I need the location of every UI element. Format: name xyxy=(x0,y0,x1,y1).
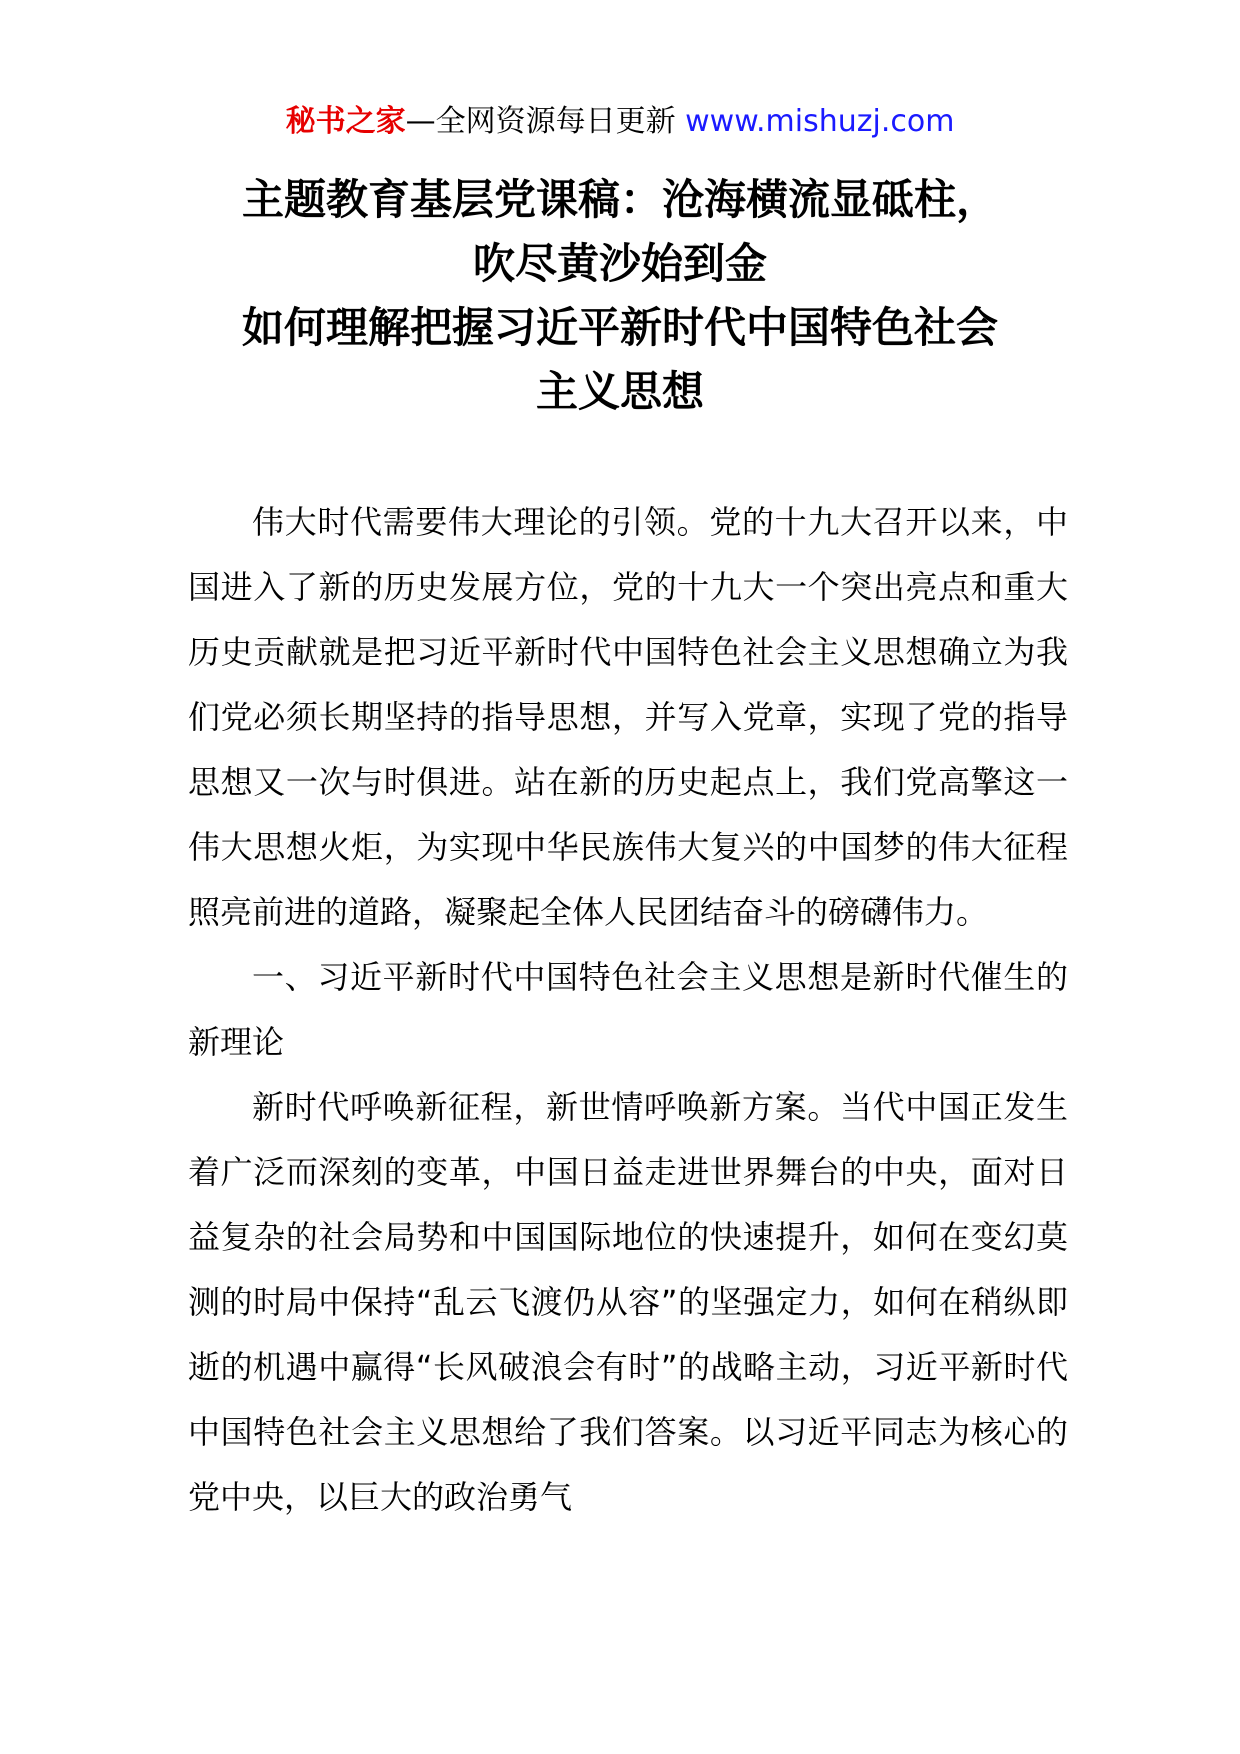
header-tagline: —全网资源每日更新 xyxy=(405,104,676,139)
paragraph-intro: 伟大时代需要伟大理论的引领。党的十九大召开以来，中国进入了新的历史发展方位，党的十九大一个突出亮点和重大历史贡献就是把习近平新时代中国特色社会主义思想确立为我们党必须长期坚持的指导思想，并写入党章，实现了党的指导思想又一次与时俱进。站在新的历史起点上，我们党高擎这一伟大思想火炬，为实现中华民族伟大复兴的中国梦的伟大征程照亮前进的道路，凝聚起全体人民团结奋斗的磅礴伟力。 xyxy=(188,503,1068,931)
site-header xyxy=(0,102,1240,142)
paragraph-section-1: 新时代呼唤新征程，新世情呼唤新方案。当代中国正发生着广泛而深刻的变革，中国日益走进世界舞台的中央，面对日益复杂的社会局势和中国国际地位的快速提升，如何在变幻莫测的时局中保持“乱云飞渡仍从容”的坚强定力，如何在稍纵即逝的机遇中赢得“长风破浪会有时”的战略主动，习近平新时代中国特色社会主义思想给了我们答案。以习近平同志为核心的党中央，以巨大的政治勇气 xyxy=(188,1088,1068,1516)
title-line-4: 主义思想 xyxy=(535,367,704,416)
document-title xyxy=(0,168,1240,424)
title-line-3: 如何理解把握习近平新时代中国特色社会 xyxy=(241,303,998,352)
title-line-1: 主题教育基层党课稿：沧海横流显砥柱， xyxy=(241,175,998,224)
section-heading-1: 一、习近平新时代中国特色社会主义思想是新时代催生的新理论 xyxy=(188,958,1068,1061)
title-line-2: 吹尽黄沙始到金 xyxy=(472,239,767,288)
brand-name: 秘书之家 xyxy=(285,104,406,139)
site-url-link[interactable]: www.mishuzj.com xyxy=(685,104,955,139)
document-body xyxy=(188,490,1068,1530)
